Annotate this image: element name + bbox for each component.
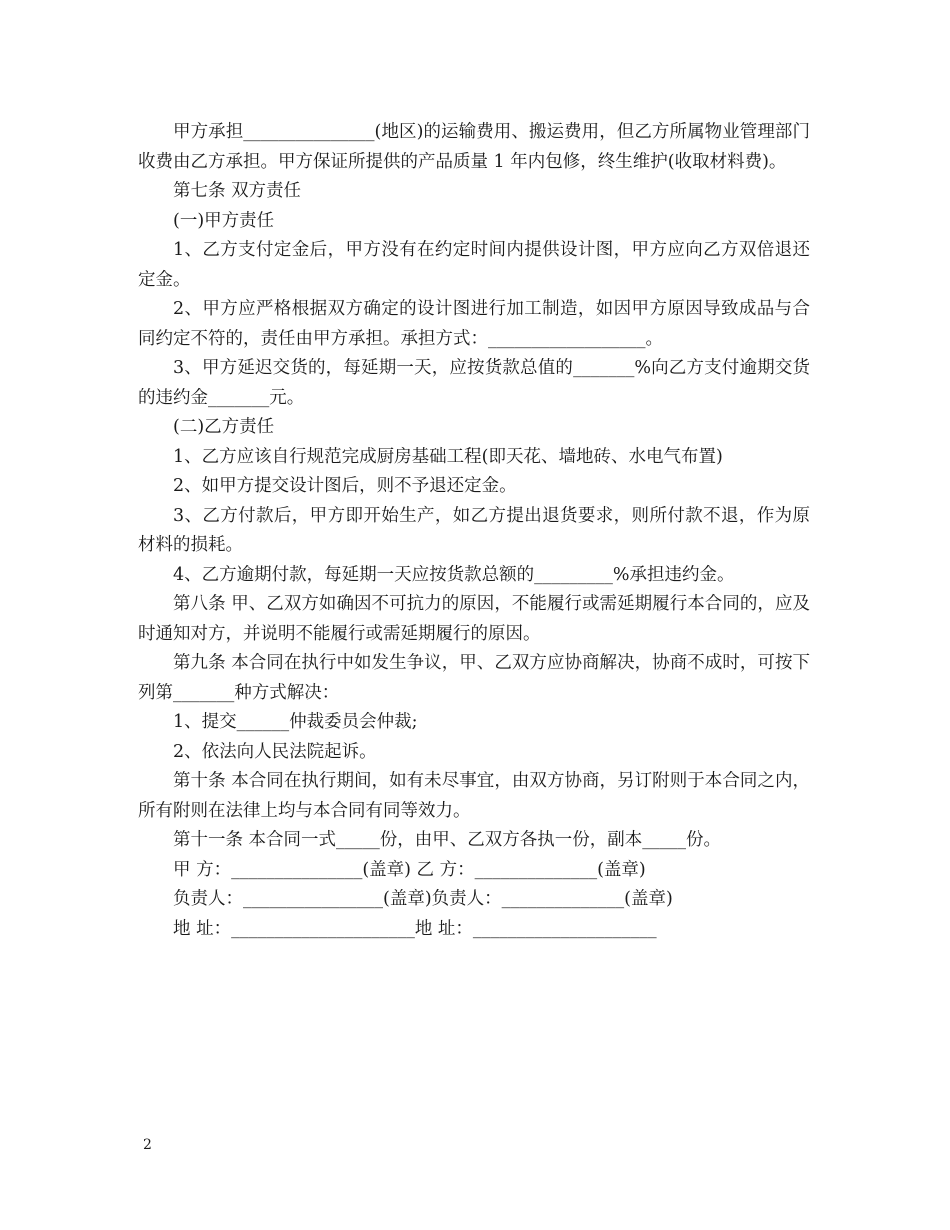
- paragraph-b-3: 3、乙方付款后，甲方即开始生产，如乙方提出退货要求，则所付款不退，作为原材料的损耗。: [138, 505, 810, 555]
- paragraph-b-2: 2、如甲方提交设计图后，则不予退还定金。: [173, 476, 517, 496]
- paragraph-a-2: 2、甲方应严格根据双方确定的设计图进行加工制造，如因甲方原因导致成品与合同约定不符的，责任由甲方承担。承担方式：__________________。: [138, 299, 810, 349]
- signature-parties: 甲 方：_______________(盖章) 乙 方：______________(盖章): [173, 859, 646, 880]
- signature-representatives: 负责人：________________(盖章)负责人：______________(盖章): [173, 889, 673, 909]
- paragraph-article-9-option-1: 1、提交______仲裁委员会仲裁;: [173, 712, 418, 732]
- contract-body: [138, 118, 810, 944]
- paragraph-article-11: 第十一条 本合同一式_____份，由甲、乙双方各执一份，副本_____份。: [173, 830, 722, 850]
- paragraph-article-9: 第九条 本合同在执行中如发生争议，甲、乙双方应协商解决，协商不成时，可按下列第_______种方式解决：: [138, 653, 810, 703]
- paragraph-b-1: 1、乙方应该自行规范完成厨房基础工程(即天花、墙地砖、水电气布置): [173, 446, 723, 467]
- paragraph-article-10: 第十条 本合同在执行期间，如有未尽事宜，由双方协商，另订附则于本合同之内，所有附则在法律上均与本合同有同等效力。: [138, 771, 810, 821]
- signature-addresses: 地 址：_____________________地 址：_____________________: [173, 918, 657, 939]
- paragraph-b-4: 4、乙方逾期付款，每延期一天应按货款总额的_________%承担违约金。: [173, 564, 735, 585]
- page-number: 2: [143, 1137, 152, 1153]
- subheading-party-a: (一)甲方责任: [173, 210, 275, 231]
- heading-article-7: 第七条 双方责任: [173, 181, 302, 201]
- paragraph-a-3: 3、甲方延迟交货的，每延期一天，应按货款总值的_______%向乙方支付逾期交货的违约金_______元。: [138, 358, 810, 408]
- paragraph-article-8: 第八条 甲、乙双方如确因不可抗力的原因，不能履行或需延期履行本合同的，应及时通知对方，并说明不能履行或需延期履行的原因。: [138, 594, 810, 644]
- paragraph-article-9-option-2: 2、依法向人民法院起诉。: [173, 741, 377, 762]
- paragraph-a-1: 1、乙方支付定金后，甲方没有在约定时间内提供设计图，甲方应向乙方双倍退还定金。: [138, 240, 810, 290]
- paragraph-transport-warranty: 甲方承担_______________(地区)的运输费用、搬运费用，但乙方所属物业管理部门收费由乙方承担。甲方保证所提供的产品质量 1 年内包修，终生维护(收取材料费)。: [138, 122, 810, 172]
- subheading-party-b: (二)乙方责任: [173, 417, 275, 437]
